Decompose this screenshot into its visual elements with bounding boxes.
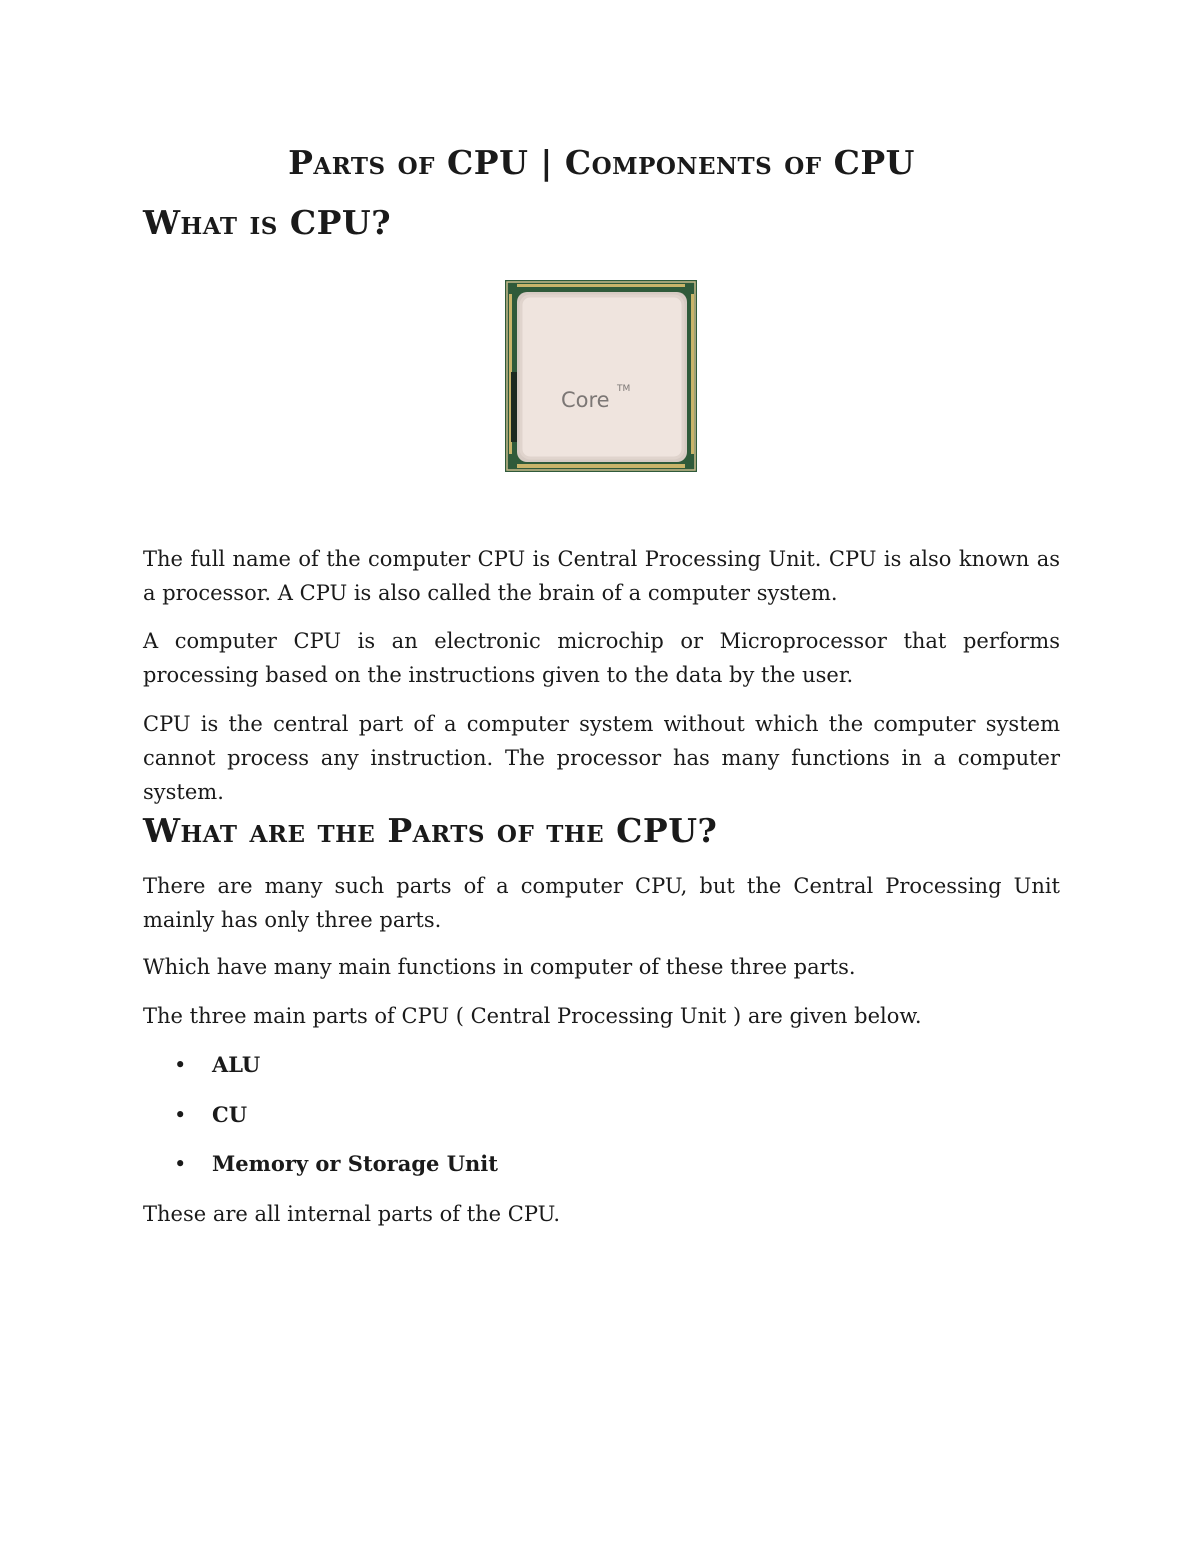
list-item bbox=[143, 1147, 743, 1197]
list-item-label: ALU bbox=[212, 1052, 261, 1077]
list-item-label: Memory or Storage Unit bbox=[212, 1151, 498, 1176]
cpu-chip-image bbox=[505, 280, 697, 472]
list-item-label: CU bbox=[212, 1101, 248, 1127]
bullet-icon: • bbox=[174, 1053, 187, 1077]
list-item bbox=[143, 1048, 743, 1098]
list-item bbox=[143, 1098, 743, 1148]
paragraph-closing: These are all internal parts of the CPU. bbox=[143, 1202, 561, 1226]
document-title: Parts of CPU | Components of CPU bbox=[288, 143, 915, 182]
section-heading-parts-of-cpu: What are the Parts of the CPU? bbox=[143, 811, 718, 850]
bullet-icon: • bbox=[174, 1152, 187, 1176]
section-heading-what-is-cpu: What is CPU? bbox=[143, 203, 392, 242]
paragraph-central-part: CPU is the central part of a computer system without which the computer system cannot process any instruction. The processor has many functions in a computer system. bbox=[143, 712, 1060, 804]
chip-trademark: TM bbox=[617, 384, 631, 394]
parts-list bbox=[143, 1048, 743, 1197]
bullet-icon: • bbox=[174, 1102, 187, 1127]
cpu-chip-icon bbox=[505, 280, 697, 472]
paragraph-full-name: The full name of the computer CPU is Central Processing Unit. CPU is also known as a processor. A CPU is also called the brain of a computer system. bbox=[143, 547, 1060, 605]
chip-label: Core bbox=[561, 388, 610, 412]
paragraph-microchip: A computer CPU is an electronic microchip or Microprocessor that performs processing based on the instructions given to the data by the user. bbox=[143, 629, 1060, 687]
paragraph-three-parts: The three main parts of CPU ( Central Processing Unit ) are given below. bbox=[143, 1004, 922, 1028]
paragraph-many-parts: There are many such parts of a computer CPU, but the Central Processing Unit mainly has only three parts. bbox=[143, 874, 1060, 932]
paragraph-main-functions: Which have many main functions in computer of these three parts. bbox=[143, 955, 856, 979]
